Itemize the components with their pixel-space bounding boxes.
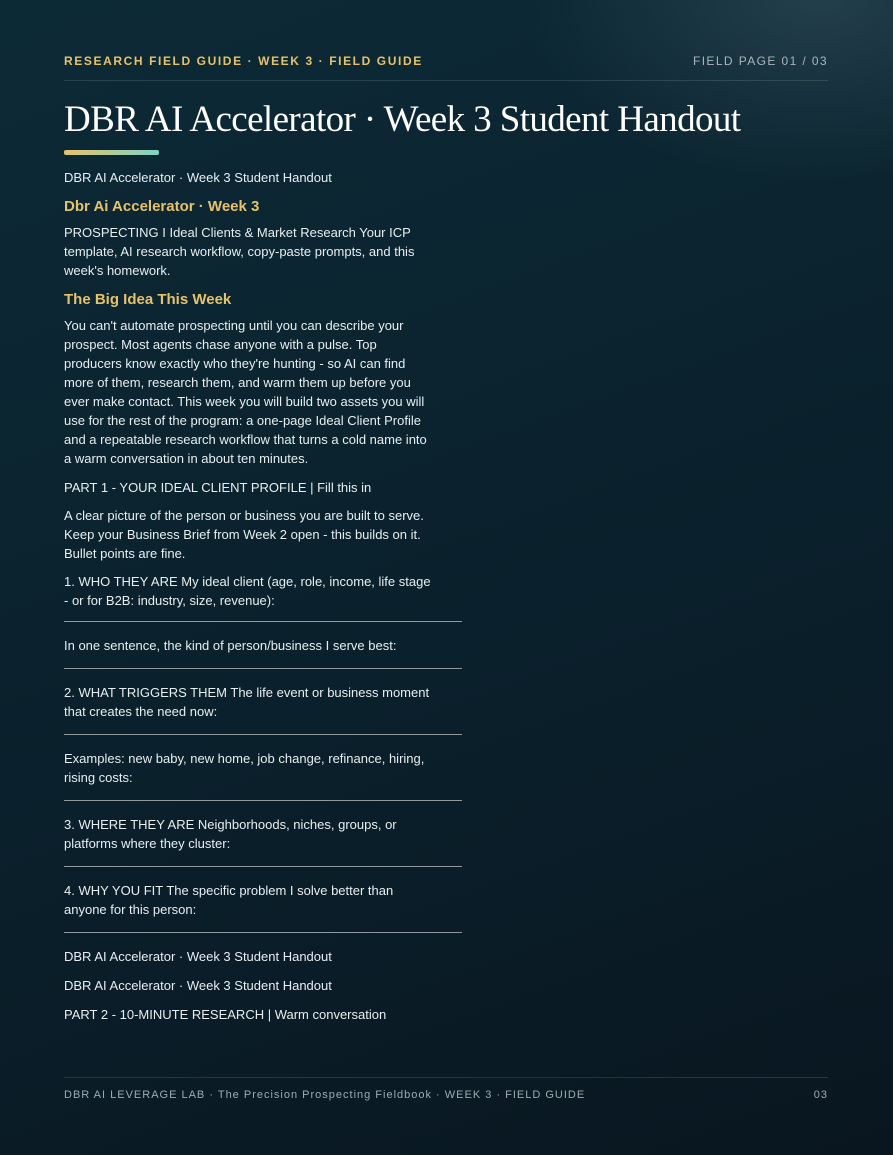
answer-line-who[interactable] xyxy=(64,621,462,622)
answer-line-why[interactable] xyxy=(64,932,462,933)
section-heading-week3: Dbr Ai Accelerator · Week 3 xyxy=(64,198,260,215)
page-title: DBR AI Accelerator · Week 3 Student Handout xyxy=(64,99,741,140)
footer-text: DBR AI LEVERAGE LAB · The Precision Prospecting Fieldbook · WEEK 3 · FIELD GUIDE xyxy=(64,1089,586,1101)
big-idea-text: You can't automate prospecting until you can describe your prospect. Most agents chase anyone with a pulse. Top producers know exactly who they're hunting - so AI can find more of them, research them, and warm them up before you ever make contact. This week you will build two assets you will use for the rest of the program: a one-page Ideal Client Profile and a repeatable research workflow that turns a cold name into a warm conversation in about ten minutes. xyxy=(64,318,427,466)
subtitle-line: DBR AI Accelerator · Week 3 Student Handout xyxy=(64,170,332,185)
part2-label: PART 2 - 10-MINUTE RESEARCH | Warm conversation xyxy=(64,1007,387,1022)
part1-intro: A clear picture of the person or business you are built to serve. Keep your Business Brief from Week 2 open - this builds on it. Bullet points are fine. xyxy=(64,508,424,561)
answer-line-examples[interactable] xyxy=(64,800,462,801)
section-intro-text: PROSPECTING I Ideal Clients & Market Research Your ICP template, AI research workflow, copy-paste prompts, and this week's homework. xyxy=(64,225,415,278)
answer-line-triggers[interactable] xyxy=(64,734,462,735)
question-what-triggers: 2. WHAT TRIGGERS THEM The life event or business moment that creates the need now: xyxy=(64,685,430,719)
footer-page-number: 03 xyxy=(813,1089,828,1101)
question-why-you-fit: 4. WHY YOU FIT The specific problem I solve better than anyone for this person: xyxy=(64,883,394,917)
part1-label: PART 1 - YOUR IDEAL CLIENT PROFILE | Fill this in xyxy=(64,480,372,495)
page-footer xyxy=(64,1077,828,1108)
question-where-they-are: 3. WHERE THEY ARE Neighborhoods, niches, groups, or platforms where they cluster: xyxy=(64,817,397,851)
question-who-they-are: 1. WHO THEY ARE My ideal client (age, role, income, life stage - or for B2B: industry, size, revenue): xyxy=(64,574,431,608)
section-heading-big-idea: The Big Idea This Week xyxy=(64,291,232,308)
handout-page xyxy=(64,0,828,1155)
question-examples: Examples: new baby, new home, job change, refinance, hiring, rising costs: xyxy=(64,751,425,785)
answer-line-sentence[interactable] xyxy=(64,668,462,669)
repeated-title-line-1: DBR AI Accelerator · Week 3 Student Handout xyxy=(64,949,332,964)
question-one-sentence: In one sentence, the kind of person/business I serve best: xyxy=(64,638,397,653)
title-accent-bar xyxy=(64,150,159,155)
answer-line-where[interactable] xyxy=(64,866,462,867)
main-content xyxy=(64,168,434,1024)
page-indicator: FIELD PAGE 01 / 03 xyxy=(692,54,828,68)
page-header xyxy=(64,54,828,81)
header-kicker: RESEARCH FIELD GUIDE · WEEK 3 · FIELD GUIDE xyxy=(64,54,423,68)
repeated-title-line-2: DBR AI Accelerator · Week 3 Student Handout xyxy=(64,978,332,993)
